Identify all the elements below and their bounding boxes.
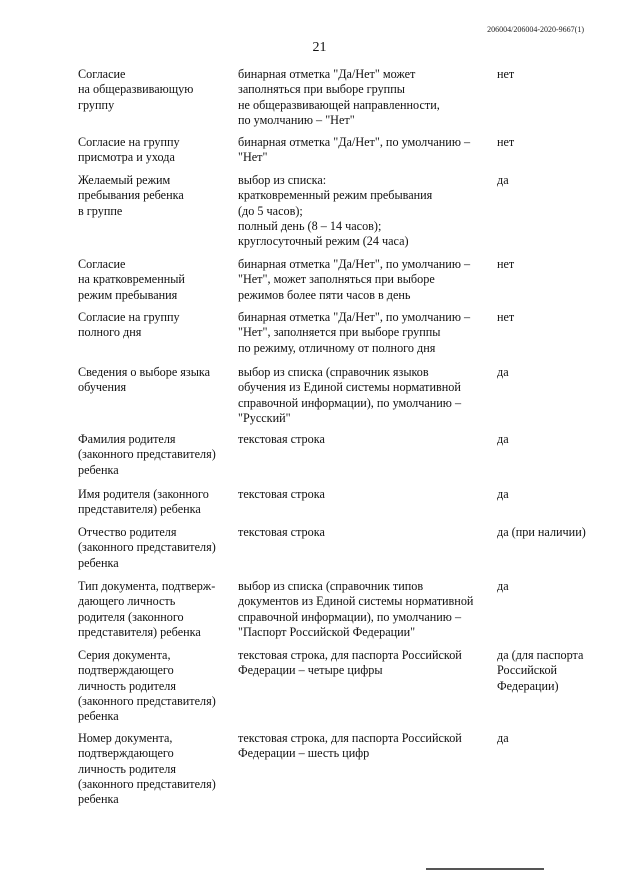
footer-rule [426, 868, 544, 870]
field-description-cell [238, 487, 493, 502]
cell-text-line: на общеразвивающую [78, 82, 194, 97]
cell-text-line: ребенка [78, 709, 119, 724]
cell-text-line: заполняться при выборе группы [238, 82, 405, 97]
field-description-cell [238, 135, 493, 166]
cell-text-line: полный день (8 – 14 часов); [238, 218, 382, 233]
cell-text-line: по умолчанию – "Нет" [238, 112, 355, 127]
field-description-cell [238, 579, 493, 640]
field-name-cell [78, 173, 228, 219]
cell-text-line: Имя родителя (законного [78, 487, 209, 501]
cell-text-line: бинарная отметка "Да/Нет", по умолчанию – [238, 310, 471, 324]
cell-text-line: справочной информации), по умолчанию – [238, 609, 462, 624]
cell-text-line: Федерации) [497, 678, 559, 693]
cell-text-line: Номер документа, [78, 731, 173, 745]
cell-text-line: группу [78, 97, 115, 112]
cell-text-line: (законного представителя) [78, 540, 216, 555]
field-required-cell [497, 525, 607, 540]
field-name-cell [78, 487, 228, 518]
cell-text-line: ребенка [78, 555, 119, 570]
cell-text-line: документов из Единой системы нормативной [238, 594, 474, 609]
cell-text-line: бинарная отметка "Да/Нет" может [238, 67, 416, 81]
cell-text-line: (законного представителя) [78, 447, 216, 462]
field-description-cell [238, 648, 493, 679]
cell-text-line: нет [497, 310, 515, 324]
field-name-cell [78, 67, 228, 113]
cell-text-line: да [497, 579, 509, 593]
field-name-cell [78, 648, 228, 724]
cell-text-line: да [497, 487, 509, 501]
field-name-cell [78, 525, 228, 571]
field-name-cell [78, 731, 228, 807]
cell-text-line: "Паспорт Российской Федерации" [238, 624, 416, 639]
field-name-cell [78, 257, 228, 303]
cell-text-line: Федерации – четыре цифры [238, 663, 383, 678]
field-description-cell [238, 67, 493, 128]
field-required-cell [497, 648, 607, 694]
cell-text-line: родителя (законного [78, 609, 184, 624]
cell-text-line: Российской [497, 663, 558, 678]
field-required-cell [497, 173, 607, 188]
field-name-cell [78, 432, 228, 478]
cell-text-line: Серия документа, [78, 648, 171, 662]
cell-text-line: на кратковременный [78, 272, 185, 287]
cell-text-line: дающего личность [78, 594, 176, 609]
cell-text-line: да (для паспорта [497, 648, 584, 662]
cell-text-line: Согласие на группу [78, 310, 180, 324]
field-description-cell [238, 525, 493, 540]
cell-text-line: Согласие [78, 67, 126, 81]
cell-text-line: бинарная отметка "Да/Нет", по умолчанию – [238, 135, 471, 149]
cell-text-line: кратковременный режим пребывания [238, 188, 433, 203]
cell-text-line: выбор из списка: [238, 173, 327, 187]
cell-text-line: да [497, 731, 509, 745]
cell-text-line: справочной информации), по умолчанию – [238, 395, 462, 410]
cell-text-line: Отчество родителя [78, 525, 177, 539]
cell-text-line: бинарная отметка "Да/Нет", по умолчанию – [238, 257, 471, 271]
cell-text-line: нет [497, 135, 515, 149]
field-description-cell [238, 257, 493, 303]
cell-text-line: круглосуточный режим (24 часа) [238, 234, 409, 249]
cell-text-line: Согласие [78, 257, 126, 271]
cell-text-line: личность родителя [78, 761, 176, 776]
field-required-cell [497, 257, 607, 272]
cell-text-line: режимов более пяти часов в день [238, 287, 411, 302]
cell-text-line: Согласие на группу [78, 135, 180, 149]
field-required-cell [497, 310, 607, 325]
field-name-cell [78, 135, 228, 166]
cell-text-line: Желаемый режим [78, 173, 171, 187]
field-required-cell [497, 487, 607, 502]
field-description-cell [238, 310, 493, 356]
cell-text-line: представителя) ребенка [78, 502, 201, 517]
cell-text-line: обучения [78, 380, 127, 395]
cell-text-line: Тип документа, подтверж- [78, 579, 216, 593]
field-name-cell [78, 579, 228, 640]
cell-text-line: текстовая строка [238, 432, 325, 446]
cell-text-line: (до 5 часов); [238, 203, 303, 218]
cell-text-line: ребенка [78, 462, 119, 477]
cell-text-line: личность родителя [78, 678, 176, 693]
field-required-cell [497, 432, 607, 447]
field-required-cell [497, 67, 607, 82]
cell-text-line: пребывания ребенка [78, 188, 184, 203]
cell-text-line: текстовая строка, для паспорта Российской [238, 648, 462, 662]
field-required-cell [497, 731, 607, 746]
cell-text-line: (законного представителя) [78, 776, 216, 791]
cell-text-line: полного дня [78, 325, 142, 340]
cell-text-line: обучения из Единой системы нормативной [238, 380, 461, 395]
cell-text-line: ребенка [78, 792, 119, 807]
cell-text-line: по режиму, отличному от полного дня [238, 340, 436, 355]
field-description-cell [238, 173, 493, 249]
page-number: 21 [312, 40, 327, 55]
cell-text-line: текстовая строка [238, 525, 325, 539]
field-description-cell [238, 432, 493, 447]
cell-text-line: подтверждающего [78, 746, 174, 761]
cell-text-line: "Нет", заполняется при выборе группы [238, 325, 441, 340]
cell-text-line: да [497, 173, 509, 187]
field-description-cell [238, 731, 493, 762]
cell-text-line: Федерации – шесть цифр [238, 746, 370, 761]
field-required-cell [497, 579, 607, 594]
cell-text-line: присмотра и ухода [78, 150, 175, 165]
cell-text-line: выбор из списка (справочник языков [238, 365, 429, 379]
cell-text-line: текстовая строка, для паспорта Российской [238, 731, 462, 745]
cell-text-line: текстовая строка [238, 487, 325, 501]
cell-text-line: "Нет", может заполняться при выборе [238, 272, 435, 287]
cell-text-line: подтверждающего [78, 663, 174, 678]
field-name-cell [78, 365, 228, 396]
cell-text-line: "Русский" [238, 410, 291, 425]
cell-text-line: нет [497, 67, 515, 81]
cell-text-line: да [497, 432, 509, 446]
field-name-cell [78, 310, 228, 341]
field-required-cell [497, 135, 607, 150]
field-required-cell [497, 365, 607, 380]
cell-text-line: да (при наличии) [497, 525, 586, 539]
field-description-cell [238, 365, 493, 426]
cell-text-line: да [497, 365, 509, 379]
cell-text-line: выбор из списка (справочник типов [238, 579, 424, 593]
cell-text-line: не общеразвивающей направленности, [238, 97, 440, 112]
cell-text-line: в группе [78, 203, 123, 218]
cell-text-line: "Нет" [238, 150, 268, 165]
cell-text-line: представителя) ребенка [78, 624, 201, 639]
cell-text-line: нет [497, 257, 515, 271]
cell-text-line: Фамилия родителя [78, 432, 176, 446]
cell-text-line: режим пребывания [78, 287, 178, 302]
cell-text-line: (законного представителя) [78, 693, 216, 708]
cell-text-line: Сведения о выборе языка [78, 365, 211, 379]
document-id: 206004/206004-2020-9667(1) [487, 25, 584, 34]
